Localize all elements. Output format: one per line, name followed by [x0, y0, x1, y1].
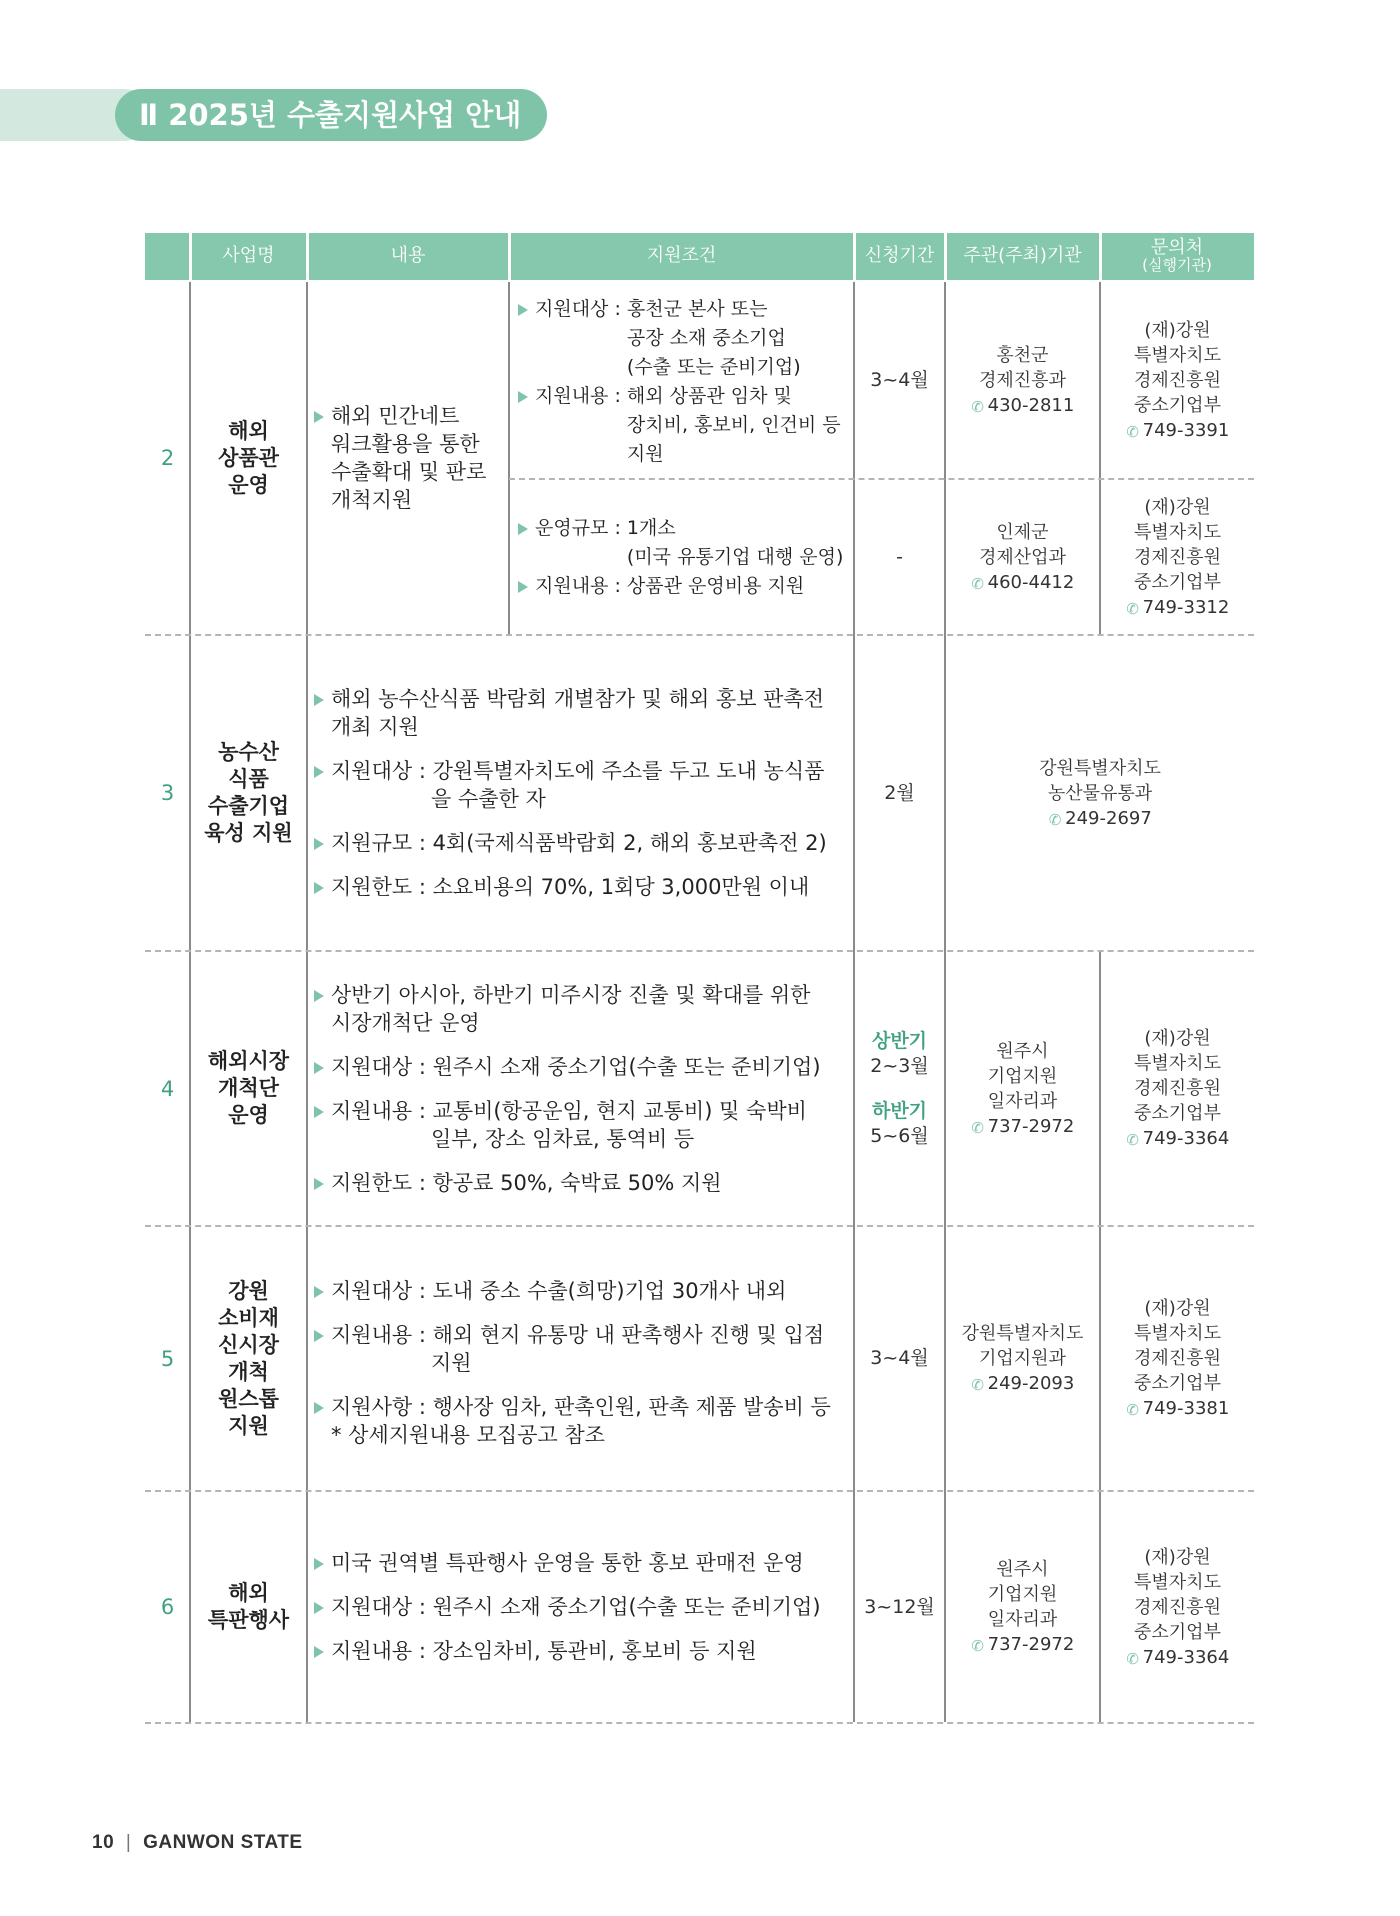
period-label-first-half: 상반기 [871, 1029, 928, 1052]
phone-icon: ✆ [971, 1376, 984, 1394]
program-name-line: 해외 [228, 418, 269, 443]
contact-line: (재)강원 [1144, 1546, 1211, 1568]
content-line: 지원내용 : 해외 현지 유통망 내 판촉행사 진행 및 입점 [331, 1322, 825, 1347]
program-name-line: 육성 지원 [204, 821, 293, 845]
organizer-phone [1048, 806, 1152, 831]
organizer-line: 경제산업과 [979, 546, 1066, 568]
vline-col3 [508, 282, 510, 634]
row-number: 3 [160, 781, 175, 805]
condition-block [518, 480, 854, 634]
program-name-line: 농수산 [218, 740, 279, 764]
phone-number: 749-3381 [1142, 1398, 1230, 1419]
content-bullet [314, 757, 854, 813]
contact-line: (재)강원 [1144, 319, 1211, 341]
phone-number: 737-2972 [987, 1634, 1075, 1655]
organizer-line: 원주시 [996, 1559, 1049, 1580]
phone-number: 749-3364 [1142, 1646, 1230, 1668]
content-line: 해외 민간네트 [331, 404, 460, 428]
organizer-line: 강원특별자치도 [961, 1323, 1084, 1344]
program-name [191, 952, 306, 1225]
contact-phone [1126, 595, 1230, 620]
organizer-phone [971, 1371, 1075, 1396]
content-line: 지원 [431, 1350, 472, 1375]
condition-label: 운영규모 : [535, 516, 627, 539]
arrow-bullet-icon [518, 304, 528, 316]
organizer-line: 원주시 [996, 1040, 1049, 1062]
program-content [314, 282, 504, 634]
condition-label: 지원대상 : [535, 298, 627, 320]
organizer [946, 480, 1099, 634]
footer-separator: | [125, 1832, 132, 1853]
organizer-line: 기업지원 [987, 1584, 1058, 1605]
organizer [946, 952, 1099, 1225]
content-line: 수출확대 및 판로 [331, 460, 487, 484]
contact-line: (재)강원 [1144, 1028, 1211, 1049]
program-name-line: 특판행사 [207, 1608, 290, 1632]
program-name-line: 상품관 [218, 445, 279, 470]
row-number: 4 [160, 1076, 175, 1101]
organizer-line: 기업지원과 [979, 1348, 1066, 1369]
content-line: 일부, 장소 임차료, 통역비 등 [431, 1126, 695, 1151]
condition-label: 지원내용 : [535, 574, 627, 597]
contact-line: 특별자치도 [1134, 1053, 1221, 1074]
arrow-bullet-icon [314, 1558, 324, 1570]
content-bullet [314, 1169, 854, 1197]
condition-line: 공장 소재 중소기업 [626, 327, 786, 349]
program-name [191, 282, 306, 634]
content-bullet [314, 1549, 854, 1577]
content-bullet [314, 829, 854, 857]
condition-line: (미국 유통기업 대행 운영) [626, 545, 844, 568]
vline-col2 [306, 282, 308, 1722]
row-number: 5 [160, 1346, 175, 1371]
page-number: 10 [92, 1832, 115, 1853]
page-footer [92, 1832, 303, 1854]
header-name: 사업명 [190, 233, 307, 280]
apply-period [855, 952, 944, 1225]
period-second-half: 5~6월 [870, 1124, 929, 1147]
program-name-line: 운영 [228, 472, 269, 497]
phone-number: 749-3312 [1142, 596, 1230, 618]
contact-line: 특별자치도 [1134, 344, 1221, 366]
condition-block [518, 288, 854, 476]
arrow-bullet-icon [518, 391, 528, 403]
contact-line: 중소기업부 [1134, 394, 1221, 416]
content-bullet [314, 1593, 854, 1621]
program-content [314, 1227, 854, 1490]
phone-icon: ✆ [1048, 810, 1062, 829]
arrow-bullet-icon [314, 1402, 324, 1414]
contact-line: 중소기업부 [1134, 1373, 1221, 1394]
contact-line: 중소기업부 [1134, 571, 1221, 593]
contact [1101, 282, 1254, 478]
organizer-line: 인제군 [996, 521, 1049, 543]
content-bullet [314, 685, 854, 741]
phone-icon: ✆ [971, 1118, 984, 1137]
contact-phone [1126, 1645, 1230, 1670]
organizer-line: 기업지원 [987, 1065, 1058, 1087]
program-name-line: 해외시장 [207, 1049, 290, 1073]
organizer-line: 농산물유통과 [1047, 782, 1153, 804]
content-line: 지원사항 : 행사장 임차, 판촉인원, 판촉 제품 발송비 등 [331, 1394, 831, 1419]
contact-line: (재)강원 [1144, 496, 1211, 518]
phone-icon: ✆ [1126, 422, 1139, 441]
content-line: 지원대상 : 원주시 소재 중소기업(수출 또는 준비기업) [331, 1595, 821, 1619]
arrow-bullet-icon [314, 766, 324, 778]
content-line: 개최 지원 [331, 715, 419, 739]
contact [1101, 952, 1254, 1225]
content-bullet [314, 1393, 854, 1449]
section-title: Ⅱ 2025년 수출지원사업 안내 [115, 89, 547, 141]
arrow-bullet-icon [518, 581, 528, 593]
contact-phone [1126, 418, 1230, 443]
program-name [191, 1227, 306, 1490]
organizer-phone [971, 1632, 1075, 1657]
program-content [314, 1492, 854, 1722]
header-contact-sub: (실행기관) [1142, 256, 1212, 275]
condition-line: 장치비, 홍보비, 인건비 등 [626, 414, 841, 436]
header-contact-main: 문의처 [1150, 237, 1204, 259]
content-note: * 상세지원내용 모집공고 참조 [331, 1422, 605, 1447]
period-first-half: 2~3월 [870, 1054, 929, 1077]
arrow-bullet-icon [314, 1646, 324, 1658]
program-name-line: 식품 [228, 767, 269, 791]
contact [1101, 1492, 1254, 1722]
organizer [946, 1227, 1099, 1490]
arrow-bullet-icon [314, 990, 324, 1002]
content-line: 상반기 아시아, 하반기 미주시장 진출 및 확대를 위한 [331, 982, 811, 1007]
content-bullet [314, 873, 854, 901]
content-line: 개척지원 [331, 488, 413, 512]
period-label-second-half: 하반기 [871, 1099, 928, 1122]
phone-number: 249-2093 [987, 1373, 1075, 1394]
condition-line: 상품관 운영비용 지원 [626, 574, 805, 597]
program-content [314, 636, 854, 950]
program-name-line: 소비재 [218, 1305, 279, 1330]
program-name-line: 원스톱 [218, 1386, 279, 1411]
organizer-phone [971, 393, 1075, 418]
content-bullet [314, 1321, 854, 1377]
header-condition: 지원조건 [509, 233, 854, 280]
contact [1101, 1227, 1254, 1490]
phone-icon: ✆ [1126, 1649, 1139, 1668]
condition-line: (수출 또는 준비기업) [626, 356, 801, 378]
program-name-line: 신시장 [218, 1332, 279, 1357]
contact-line: 중소기업부 [1134, 1103, 1221, 1124]
row-number: 6 [160, 1595, 175, 1619]
contact-line: 특별자치도 [1134, 1323, 1221, 1344]
content-line: 워크활용을 통한 [331, 432, 480, 456]
condition-line: 해외 상품관 임차 및 [626, 385, 792, 407]
header-period: 신청기간 [854, 233, 945, 280]
contact-line: 중소기업부 [1134, 1621, 1221, 1643]
phone-icon: ✆ [1126, 599, 1139, 618]
program-name-line: 수출기업 [207, 794, 290, 818]
contact-line: 특별자치도 [1134, 521, 1221, 543]
arrow-bullet-icon [314, 1330, 324, 1342]
phone-icon: ✆ [1126, 1401, 1139, 1419]
organizer-line: 일자리과 [987, 1609, 1058, 1630]
program-name-line: 운영 [228, 1103, 269, 1127]
header-contact [1100, 233, 1254, 280]
arrow-bullet-icon [314, 694, 324, 706]
footer-title: GANWON STATE [143, 1832, 303, 1853]
content-line: 지원규모 : 4회(국제식품박람회 2, 해외 홍보판촉전 2) [331, 831, 827, 855]
program-name-line: 강원 [228, 1278, 269, 1303]
organizer [946, 636, 1254, 950]
contact-phone [1126, 1126, 1230, 1151]
apply-period: 3~12월 [864, 1595, 935, 1618]
content-line: 지원대상 : 도내 중소 수출(희망)기업 30개사 내외 [331, 1278, 787, 1303]
phone-icon: ✆ [971, 574, 984, 593]
organizer-phone [971, 1114, 1075, 1139]
phone-icon: ✆ [1126, 1131, 1139, 1149]
header-blank [145, 233, 190, 280]
phone-icon: ✆ [971, 397, 984, 416]
arrow-bullet-icon [314, 1286, 324, 1298]
arrow-bullet-icon [314, 838, 324, 850]
header-content: 내용 [307, 233, 509, 280]
arrow-bullet-icon [518, 523, 528, 535]
content-line: 시장개척단 운영 [331, 1010, 480, 1035]
program-content [314, 952, 854, 1225]
content-line: 지원대상 : 강원특별자치도에 주소를 두고 도내 농식품 [331, 759, 825, 783]
condition-label: 지원내용 : [535, 385, 627, 407]
phone-icon: ✆ [971, 1637, 984, 1655]
arrow-bullet-icon [314, 1178, 324, 1190]
condition-item [518, 382, 854, 469]
program-name-line: 지원 [228, 1413, 269, 1438]
apply-period: 3~4월 [870, 1347, 929, 1369]
condition-line: 홍천군 본사 또는 [626, 298, 768, 320]
organizer-line: 홍천군 [996, 344, 1049, 366]
phone-number: 460-4412 [987, 571, 1075, 593]
program-name-line: 개척단 [218, 1076, 279, 1100]
condition-item [518, 572, 854, 601]
arrow-bullet-icon [314, 1602, 324, 1614]
program-name [191, 636, 306, 950]
contact-line: 경제진흥원 [1134, 1596, 1221, 1618]
phone-number: 737-2972 [987, 1115, 1075, 1137]
apply-period: 2월 [884, 781, 915, 804]
phone-number: 430-2811 [987, 394, 1075, 416]
organizer-line: 경제진흥과 [979, 369, 1066, 391]
phone-number: 749-3391 [1142, 419, 1230, 441]
content-bullet [314, 1277, 854, 1305]
condition-item [518, 514, 854, 572]
content-bullet [314, 1097, 854, 1153]
contact [1101, 480, 1254, 634]
content-line: 을 수출한 자 [431, 787, 546, 811]
content-line: 미국 권역별 특판행사 운영을 통한 홍보 판매전 운영 [331, 1551, 804, 1575]
program-name [191, 1492, 306, 1722]
content-bullet [314, 1053, 854, 1081]
organizer-phone [971, 570, 1075, 595]
arrow-bullet-icon [314, 411, 324, 423]
phone-number: 749-3364 [1142, 1128, 1230, 1149]
row-number: 2 [160, 446, 175, 470]
content-line: 해외 농수산식품 박람회 개별참가 및 해외 홍보 판촉전 [331, 687, 825, 711]
organizer-line: 일자리과 [987, 1090, 1058, 1112]
contact-line: (재)강원 [1144, 1298, 1211, 1319]
program-name-line: 해외 [228, 1581, 269, 1605]
arrow-bullet-icon [314, 882, 324, 894]
content-bullet [314, 402, 504, 514]
arrow-bullet-icon [314, 1062, 324, 1074]
phone-number: 249-2697 [1065, 807, 1152, 829]
condition-line: 1개소 [626, 516, 676, 539]
contact-line: 경제진흥원 [1134, 1078, 1221, 1099]
program-name-line: 개척 [228, 1359, 269, 1384]
condition-item [518, 295, 854, 382]
content-line: 지원한도 : 소요비용의 70%, 1회당 3,000만원 이내 [331, 875, 810, 899]
header-org: 주관(주최)기관 [945, 233, 1100, 280]
apply-period: 3~4월 [870, 368, 929, 391]
organizer [946, 1492, 1099, 1722]
content-line: 지원한도 : 항공료 50%, 숙박료 50% 지원 [331, 1170, 722, 1195]
content-line: 지원내용 : 교통비(항공운임, 현지 교통비) 및 숙박비 [331, 1098, 807, 1123]
content-bullet [314, 1637, 854, 1665]
arrow-bullet-icon [314, 1106, 324, 1118]
condition-line: 지원 [626, 443, 664, 465]
row-divider [145, 1722, 1254, 1724]
organizer-line: 강원특별자치도 [1039, 757, 1161, 779]
contact-phone [1126, 1396, 1230, 1421]
content-line: 지원대상 : 원주시 소재 중소기업(수출 또는 준비기업) [331, 1054, 821, 1079]
content-bullet [314, 981, 854, 1037]
apply-period: - [896, 545, 903, 568]
contact-line: 경제진흥원 [1134, 369, 1221, 391]
content-line: 지원내용 : 장소임차비, 통관비, 홍보비 등 지원 [331, 1639, 757, 1663]
organizer [946, 282, 1099, 478]
contact-line: 경제진흥원 [1134, 1348, 1221, 1369]
contact-line: 특별자치도 [1134, 1571, 1221, 1593]
contact-line: 경제진흥원 [1134, 546, 1221, 568]
